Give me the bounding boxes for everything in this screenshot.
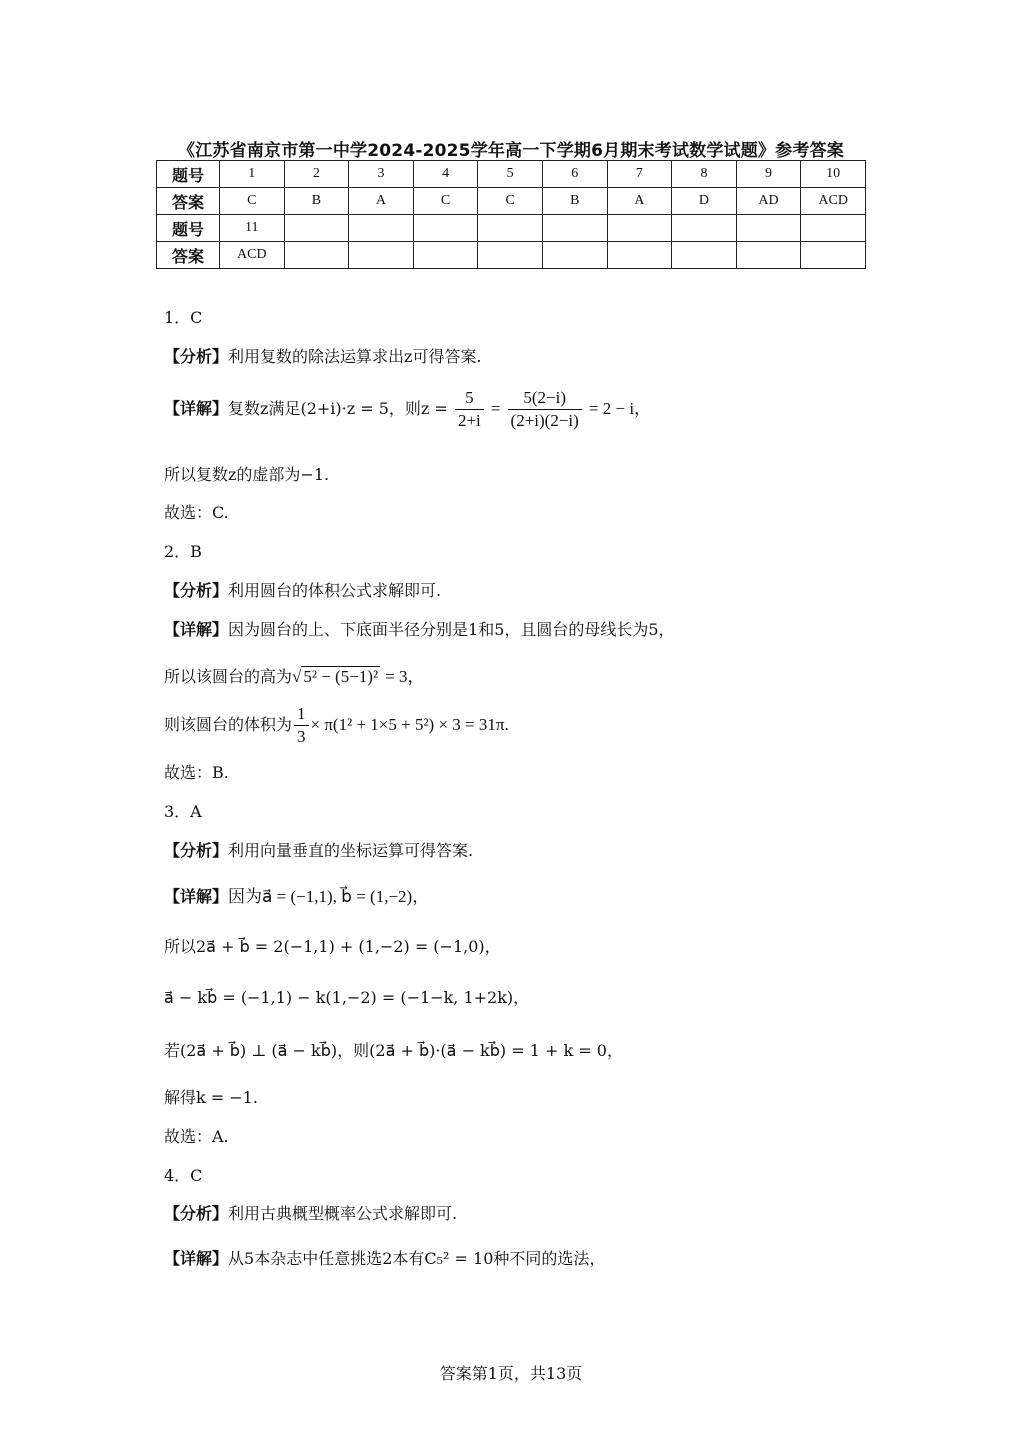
answer-cell: A <box>607 188 672 215</box>
q1-heading: 1．C <box>164 308 203 327</box>
answer-cell: AD <box>736 188 801 215</box>
table-row <box>157 242 866 269</box>
answer-cell <box>284 242 349 269</box>
q3-analysis-text: 利用向量垂直的坐标运算可得答案. <box>228 841 474 860</box>
analysis-tag: 【分析】 <box>164 581 229 600</box>
q2-fraction <box>294 704 309 747</box>
q4-detail <box>164 1246 605 1269</box>
answer-cell: C <box>478 188 543 215</box>
q1-frac1-den: 2+i <box>457 411 481 430</box>
detail-tag: 【详解】 <box>164 887 229 906</box>
q2-detail <box>164 617 675 640</box>
number-cell <box>349 215 414 242</box>
table-row <box>157 188 866 215</box>
number-cell: 4 <box>413 161 478 188</box>
q2-line4 <box>164 704 509 747</box>
q1-line3: 所以复数z的虚部为−1. <box>164 465 330 484</box>
answer-cell <box>413 242 478 269</box>
q2-line3-post: = 3， <box>385 667 425 686</box>
q2-choice: 故选：B. <box>164 763 229 782</box>
q1-analysis <box>164 344 482 367</box>
q3-line4: a⃗ − kb⃗ = (−1,1) − k(1,−2) = (−1−k, 1+2k)， <box>164 988 530 1007</box>
number-cell: 5 <box>478 161 543 188</box>
answer-cell <box>801 242 866 269</box>
analysis-tag: 【分析】 <box>164 841 229 860</box>
q2-frac-den: 3 <box>297 727 306 746</box>
q3-analysis <box>164 838 473 861</box>
analysis-tag: 【分析】 <box>164 347 229 366</box>
analysis-tag: 【分析】 <box>164 1204 229 1223</box>
number-row-label: 题号 <box>157 215 220 242</box>
q1-choice: 故选：C. <box>164 503 229 522</box>
q1-fraction-2 <box>508 388 582 431</box>
answer-cell: B <box>542 188 607 215</box>
q4-heading: 4．C <box>164 1166 203 1185</box>
answer-cell <box>672 242 737 269</box>
q2-line3-radicand: 5² − (5−1)² <box>303 667 379 686</box>
number-cell: 10 <box>801 161 866 188</box>
detail-tag: 【详解】 <box>164 1249 229 1268</box>
q3-heading: 3．A <box>164 802 202 821</box>
number-cell <box>284 215 349 242</box>
answer-cell <box>542 242 607 269</box>
q3-line5: 若(2a⃗ + b⃗) ⊥ (a⃗ − kb⃗)，则(2a⃗ + b⃗)·(a⃗ − kb⃗) = 1 + k = 0， <box>164 1041 623 1060</box>
q4-analysis-text: 利用古典概型概率公式求解即可. <box>228 1204 458 1223</box>
table-row <box>157 215 866 242</box>
q3-line6: 解得k = −1. <box>164 1088 258 1107</box>
table-row <box>157 161 866 188</box>
number-cell <box>413 215 478 242</box>
q2-detail-text: 因为圆台的上、下底面半径分别是1和5，且圆台的母线长为5， <box>228 620 675 639</box>
answer-cell: C <box>220 188 285 215</box>
q1-frac2-num: 5(2−i) <box>508 388 582 410</box>
answer-cell: A <box>349 188 414 215</box>
number-cell: 7 <box>607 161 672 188</box>
number-cell <box>736 215 801 242</box>
q3-choice: 故选：A. <box>164 1127 229 1146</box>
answer-cell: C <box>413 188 478 215</box>
q1-frac2-den: (2+i)(2−i) <box>510 411 579 430</box>
answer-cell: ACD <box>801 188 866 215</box>
q1-frac1-num: 5 <box>455 388 484 410</box>
answer-row-label: 答案 <box>157 188 220 215</box>
answer-cell <box>736 242 801 269</box>
q2-analysis <box>164 578 441 601</box>
detail-tag: 【详解】 <box>164 399 229 418</box>
answer-cell <box>607 242 672 269</box>
number-cell: 9 <box>736 161 801 188</box>
q2-line4-math: × π(1² + 1×5 + 5²) × 3 = 31π. <box>310 715 509 734</box>
q3-line3: 所以2a⃗ + b⃗ = 2(−1,1) + (1,−2) = (−1,0)， <box>164 937 501 956</box>
number-cell <box>607 215 672 242</box>
number-cell <box>801 215 866 242</box>
answer-cell: D <box>672 188 737 215</box>
number-cell <box>542 215 607 242</box>
q1-detail-pre: 复数z满足(2+i)·z = 5，则z = <box>228 399 448 418</box>
answer-cell <box>478 242 543 269</box>
number-cell: 6 <box>542 161 607 188</box>
answer-cell: B <box>284 188 349 215</box>
q2-analysis-text: 利用圆台的体积公式求解即可. <box>228 581 442 600</box>
q1-detail <box>164 388 651 431</box>
q1-analysis-text: 利用复数的除法运算求出z可得答案. <box>228 347 482 366</box>
q4-detail-text: 从5本杂志中任意挑选2本有C₅² = 10种不同的选法， <box>228 1249 606 1268</box>
number-cell: 2 <box>284 161 349 188</box>
answer-cell <box>349 242 414 269</box>
number-cell: 3 <box>349 161 414 188</box>
detail-tag: 【详解】 <box>164 620 229 639</box>
number-cell <box>672 215 737 242</box>
q2-heading: 2．B <box>164 542 202 561</box>
q3-detail <box>164 882 429 907</box>
number-row-label: 题号 <box>157 161 220 188</box>
q2-line3-pre: 所以该圆台的高为 <box>164 667 293 686</box>
q2-frac-num: 1 <box>294 704 309 726</box>
answer-cell: ACD <box>220 242 285 269</box>
number-cell: 1 <box>220 161 285 188</box>
q1-detail-post: = 2 − i， <box>588 399 652 418</box>
q2-line3 <box>164 662 425 687</box>
q2-line4-pre: 则该圆台的体积为 <box>164 715 293 734</box>
q3-detail-text: 因为a⃗ = (−1,1), b⃗ = (1,−2)， <box>228 887 430 906</box>
answer-row-label: 答案 <box>157 242 220 269</box>
q1-fraction-1 <box>455 388 484 431</box>
q4-analysis <box>164 1201 457 1224</box>
number-cell <box>478 215 543 242</box>
q1-equals: = <box>490 399 501 418</box>
number-cell: 8 <box>672 161 737 188</box>
document-title: 《江苏省南京市第一中学2024-2025学年高一下学期6月期末考试数学试题》参考答案 <box>178 141 844 161</box>
number-cell: 11 <box>220 215 285 242</box>
page-footer: 答案第1页，共13页 <box>439 1364 583 1383</box>
answer-table <box>156 160 866 269</box>
sqrt-sign: √ <box>292 667 302 686</box>
